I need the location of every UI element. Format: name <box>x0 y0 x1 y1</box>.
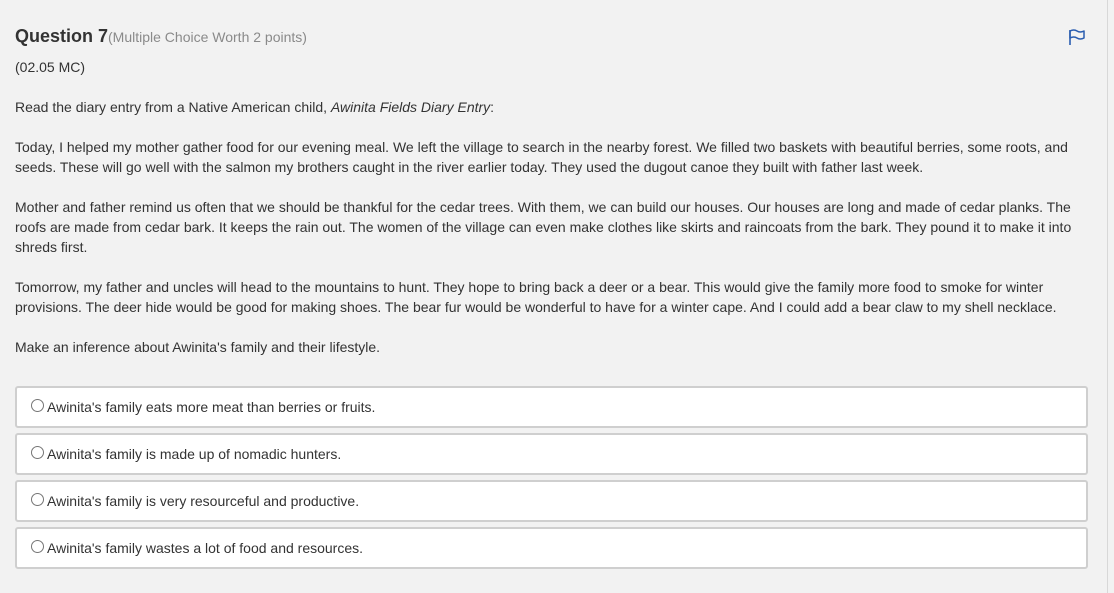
answer-choices <box>15 386 1088 574</box>
question-header <box>15 26 1087 50</box>
radio-button[interactable] <box>31 540 44 553</box>
passage-intro-colon: : <box>490 99 495 115</box>
answer-choice-d[interactable] <box>15 527 1088 569</box>
radio-button[interactable] <box>31 493 44 506</box>
question-title: Question 7 <box>15 26 109 46</box>
question-body <box>15 57 1093 377</box>
passage-paragraph: Today, I helped my mother gather food for our evening meal. We left the village to search in the nearby forest. We filled two baskets with beautiful berries, some roots, and seeds. These will go well with the salmon my brothers caught in the river earlier today. They used the dugout canoe they built with father last week. <box>15 139 1068 175</box>
answer-choice-label: Awinita's family wastes a lot of food and resources. <box>47 540 364 556</box>
radio-button[interactable] <box>31 399 44 412</box>
radio-button[interactable] <box>31 446 44 459</box>
passage-intro-text: Read the diary entry from a Native American child, <box>15 99 331 115</box>
answer-choice-a[interactable] <box>15 386 1088 428</box>
answer-choice-label: Awinita's family is very resourceful and productive. <box>47 493 360 509</box>
answer-choice-c[interactable] <box>15 480 1088 522</box>
question-prompt: Make an inference about Awinita's family and their lifestyle. <box>15 339 381 355</box>
flag-icon[interactable] <box>1067 28 1087 46</box>
passage-paragraph: Tomorrow, my father and uncles will head to the mountains to hunt. They hope to bring back a deer or a bear. This would give the family more food to smoke for winter provisions. The deer hide would be good for making shoes. The bear fur would be wonderful to have for a winter cape. And I could add a bear claw to my shell necklace. <box>15 279 1057 315</box>
passage-intro-title: Awinita Fields Diary Entry <box>330 99 491 115</box>
answer-choice-b[interactable] <box>15 433 1088 475</box>
passage-paragraph: Mother and father remind us often that we should be thankful for the cedar trees. With them, we can build our houses. Our houses are long and made of cedar planks. The roofs are made from cedar bark. It keeps the rain out. The women of the village can even make clothes like skirts and raincoats from the bark. They pound it to make it into shreds first. <box>15 199 1072 255</box>
answer-choice-label: Awinita's family eats more meat than berries or fruits. <box>47 399 376 415</box>
question-worth: (Multiple Choice Worth 2 points) <box>108 29 307 45</box>
question-code: (02.05 MC) <box>15 59 86 75</box>
passage-intro <box>15 97 1093 117</box>
answer-choice-label: Awinita's family is made up of nomadic hunters. <box>47 446 342 462</box>
